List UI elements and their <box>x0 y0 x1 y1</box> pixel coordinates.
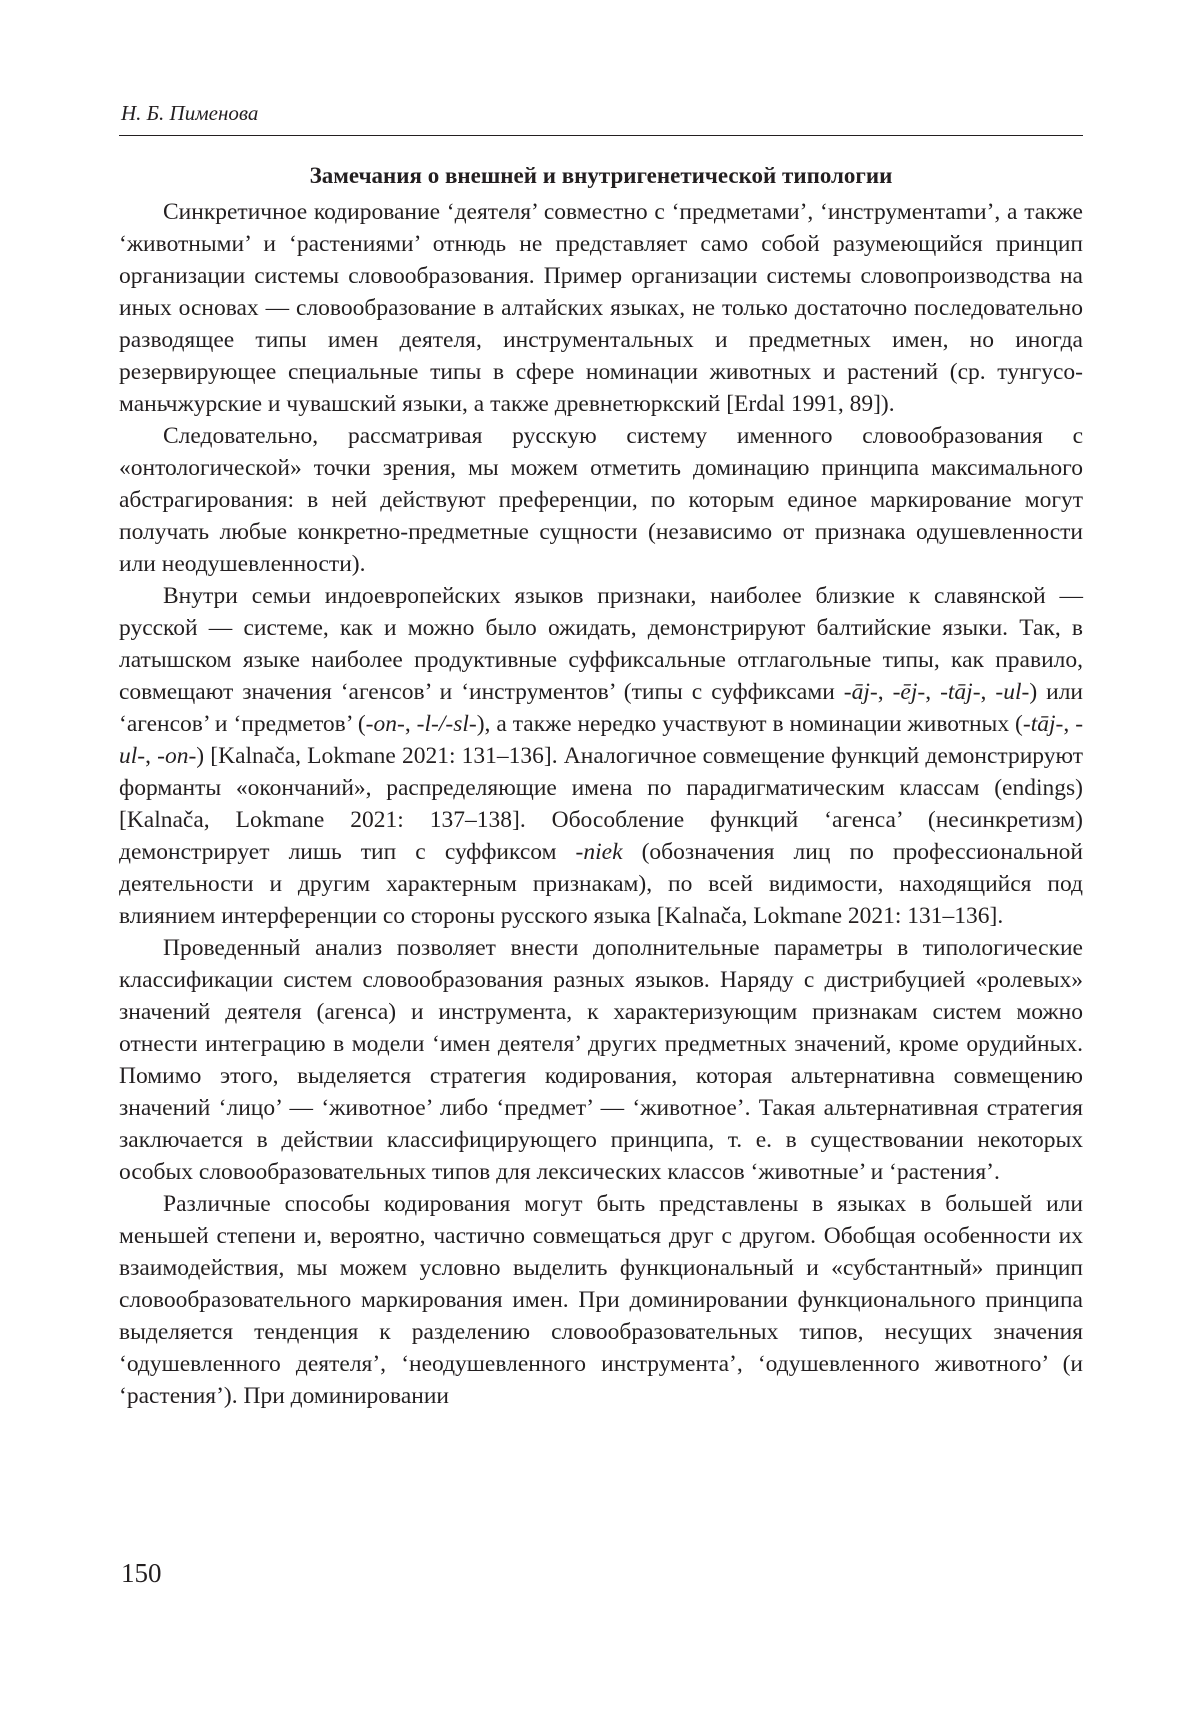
text-segment: ) [Kalnača, Lokmane 2021: 131–136]. Аналогичное совмещение функций демонстрируют форманты «окончаний», распределяющие имена по парадигматическим классам (endings) [Kalnača, Lokmane 2021: 137–138]. Обособление функций ‘агенса’ (несинкретизм) демонстрирует лишь тип с суффиксом <box>119 743 1083 865</box>
text-segment: , <box>980 679 996 705</box>
paragraph-3 <box>119 580 1083 932</box>
paragraph-5: Различные способы кодирования могут быть представлены в языках в большей или меньшей степени и, вероятно, частично совмещаться друг с другом. Обобщая особенности их взаимодействия, мы можем условно выделить функциональный и «субстантный» принцип словообразовательного маркирования имен. При доминировании функционального принципа выделяется тенденция к разделению словообразовательных типов, несущих значения ‘одушевленного деятеля’, ‘неодушевленного инструмента’, ‘одушевленного животного’ (и ‘растения’). При доминировании <box>119 1191 1083 1409</box>
suffix-italic: -tāj- <box>1022 711 1064 737</box>
paragraph-2: Следовательно, рассматривая русскую систему именного словообразования с «онтологической» точки зрения, мы можем отметить доминацию принципа максимального абстрагирования: в ней действуют преференции, по которым единое маркирование могут получать любые конкретно-предметные сущности (независимо от признака одушевленности или неодушевленности). <box>119 423 1083 577</box>
suffix-italic: -l-/-sl- <box>416 711 477 737</box>
text-segment: , <box>1063 711 1076 737</box>
text-segment: ) или ‘агенсов’ и ‘предметов’ ( <box>119 679 1084 737</box>
suffix-italic: -niek <box>575 839 623 865</box>
paragraph-4: Проведенный анализ позволяет внести дополнительные параметры в типологические классификации систем словообразования разных языков. Наряду с дистрибуцией «ролевых» значений деятеля (агенса) и инструмента, к характеризующим признакам систем можно отнести интеграцию в модели ‘имен деятеля’ других предметных значений, кроме орудийных. Помимо этого, выделяется стратегия кодирования, которая альтернативна совмещению значений ‘лицо’ — ‘животное’ либо ‘предмет’ — ‘животное’. Такая альтернативная стратегия заключается в действии классифицирующего принципа, т. е. в существовании некоторых особых словообразовательных типов для лексических классов ‘животные’ и ‘растения’. <box>119 935 1083 1185</box>
running-head-author: Н. Б. Пименова <box>121 101 259 125</box>
text-segment: , <box>404 711 417 737</box>
suffix-italic: -ul- <box>995 679 1030 705</box>
page-number: 150 <box>121 1558 162 1588</box>
text-segment: , <box>925 679 941 705</box>
suffix-italic: -ēj- <box>892 679 926 705</box>
text-segment: ), а также нередко участвуют в номинации животных ( <box>476 711 1023 737</box>
suffix-italic: -ul- <box>119 711 1084 769</box>
text-segment: , <box>145 743 158 769</box>
text-segment: (обозначения лиц по профессиональной деятельности и другим характерным признакам), по всей видимости, находящийся под влиянием интерференции со стороны русского языка [Kalnača, Lokmane 2021: 131–136]. <box>119 839 1083 929</box>
suffix-italic: -āj- <box>843 679 878 705</box>
suffix-italic: -on- <box>157 743 197 769</box>
text-segment: , <box>877 679 893 705</box>
page-body <box>119 161 1083 1412</box>
page-header <box>119 100 1083 136</box>
header-rule <box>119 135 1083 136</box>
suffix-italic: -tāj- <box>940 679 981 705</box>
section-title: Замечания о внешней и внутригенетической типологии <box>309 163 893 188</box>
text-segment: Внутри семьи индоевропейских языков признаки, наиболее близкие к славянской — русской — системе, как и можно было ожидать, демонстрируют балтийские языки. Так, в латышском языке наиболее продуктивные суффиксальные отглагольные типы, как правило, совмещают значения ‘агенсов’ и ‘инструментов’ (типы с суффиксами <box>119 583 1083 705</box>
suffix-italic: -on- <box>365 711 405 737</box>
paragraph-1: Синкретичное кодирование ‘деятеля’ совместно с ‘предметами’, ‘инструментаmи’, а также ‘животными’ и ‘растениями’ отнюдь не представляет само собой разумеющийся принцип организации системы словообразования. Пример организации системы словопроизводства на иных основах — словообразование в алтайских языках, не только достаточно последовательно разводящее типы имен деятеля, инструментальных и предметных имен, но иногда резервирующее специальные типы в сфере номинации животных и растений (ср. тунгусо-маньчжурские и чувашский языки, а также древнетюркский [Erdal 1991, 89]). <box>119 199 1083 417</box>
